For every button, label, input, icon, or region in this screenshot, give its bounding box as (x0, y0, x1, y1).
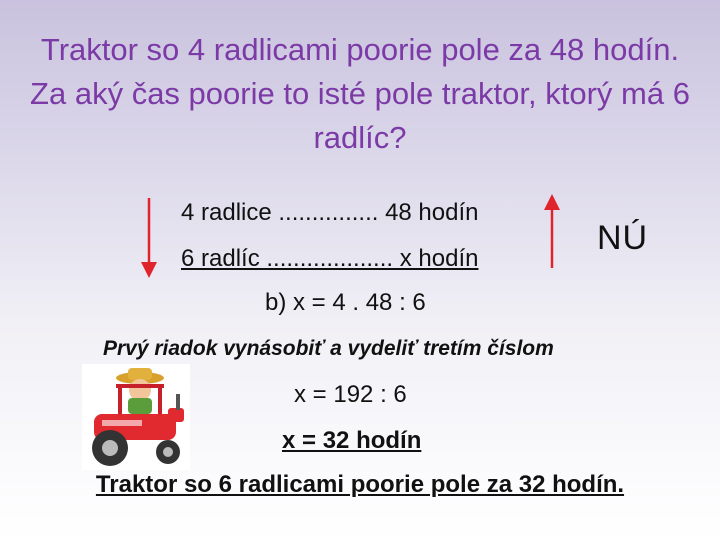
answer-sentence: Traktor so 6 radlicami poorie pole za 32 hodín. (95, 471, 625, 498)
arrow-down-icon (141, 198, 157, 278)
proportion-row-2: 6 radlíc ................... x hodín (181, 245, 479, 272)
rule-text: Prvý riadok vynásobiť a vydeliť tretím číslom (103, 337, 554, 360)
proportion-type-label: NÚ (597, 219, 649, 257)
proportion-row-1: 4 radlice ............... 48 hodín (181, 199, 479, 226)
equation: b) x = 4 . 48 : 6 (265, 289, 426, 316)
problem-title: Traktor so 4 radlicami poorie pole za 48 hodín. Za aký čas poorie to isté pole traktor, ktorý má 6 radlíc? (30, 32, 690, 155)
calc-step: x = 192 : 6 (294, 381, 407, 408)
tractor-farmer-icon (82, 364, 190, 470)
arrow-up-icon (544, 194, 560, 268)
result: x = 32 hodín (282, 427, 422, 454)
